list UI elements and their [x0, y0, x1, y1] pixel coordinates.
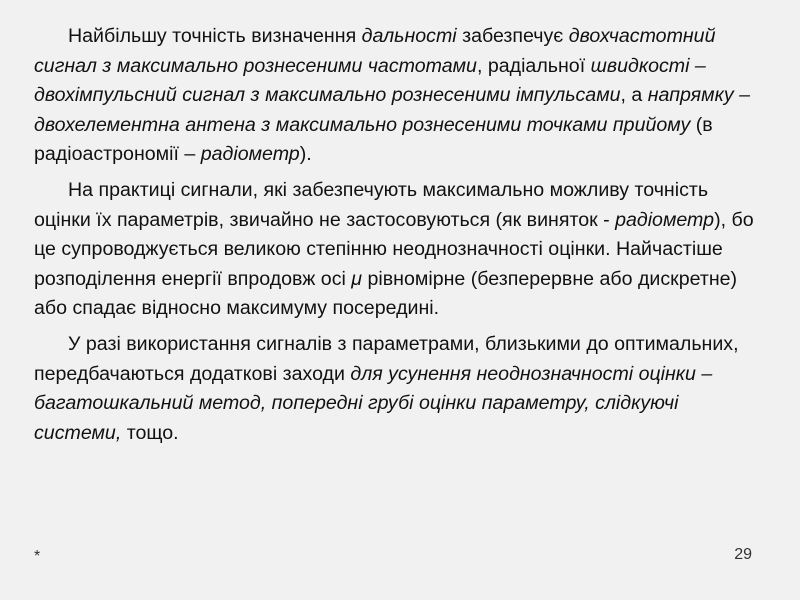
text-run: У разі використання сигналів з параметрами, близькими до оптимальних, передбачаються додаткові заходи — [34, 332, 739, 385]
text-run: , радіальної — [476, 54, 591, 77]
italic-run: радіометр — [200, 143, 300, 166]
italic-run: двохчастотний сигнал з максимально рознесеними частотами — [34, 25, 716, 77]
paragraph-practice — [34, 176, 762, 324]
italic-run: напрямку – двохелементна антена з максимально рознесеними точками прийому — [34, 84, 750, 136]
italic-run: дальності — [361, 25, 457, 47]
italic-run: швидкості – двохімпульсний сигнал з максимально рознесеними імпульсами — [34, 54, 706, 107]
text-run: тощо. — [121, 421, 179, 444]
text-run: ). — [299, 143, 312, 166]
text-run: рівномірне (безперервне або дискретне) або спадає відносно максимуму посередині. — [34, 267, 738, 320]
page-number: 29 — [734, 546, 752, 563]
text-run: Найбільшу точність визначення — [68, 25, 362, 47]
italic-run: для усунення неоднозначності оцінки – багатошкальний метод, попередні грубі оцінки параметру, слідкуючі системи, — [34, 362, 713, 444]
italic-run: μ — [351, 267, 363, 290]
footer-mark: * — [34, 548, 41, 565]
italic-run: радіометр — [615, 208, 715, 231]
slide-body — [34, 22, 762, 454]
text-run: ), бо це супроводжується великою степінню неоднозначності оцінки. Найчастіше розподілення енергії впродовж осі — [34, 208, 754, 290]
text-run: , а — [620, 84, 648, 107]
text-run: (в радіоастрономії – — [34, 113, 713, 166]
paragraph-measures — [34, 330, 762, 448]
text-run: забезпечує — [456, 25, 569, 47]
text-run: На практиці сигнали, які забезпечують максимально можливу точність оцінки їх параметрів, звичайно не застосовуються (як виняток - — [34, 178, 709, 231]
paragraph-accuracy — [34, 22, 762, 170]
